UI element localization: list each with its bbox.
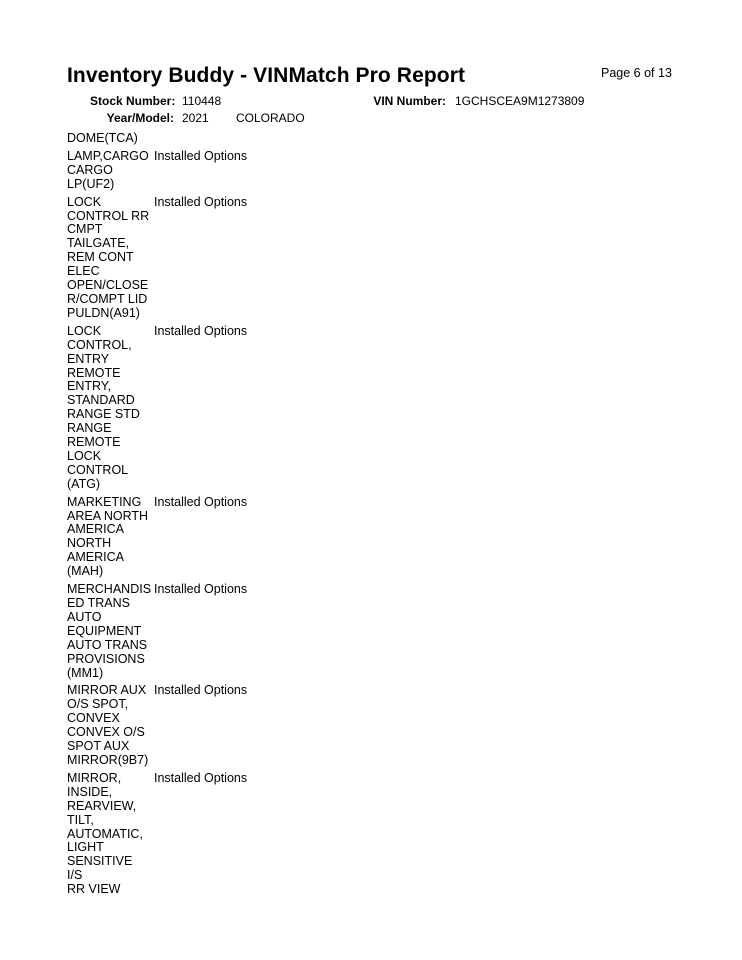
- page-number: Page 6 of 13: [601, 66, 672, 80]
- option-row: [67, 132, 367, 146]
- vin-number-label: VIN Number:: [373, 94, 446, 108]
- option-name: LOCK CONTROL RR CMPT TAILGATE, REM CONT ELEC OPEN/CLOSE R/COMPT LID PULDN(A91): [67, 194, 150, 320]
- option-type: Installed Options: [154, 683, 248, 698]
- options-list: [67, 132, 367, 901]
- option-name: LAMP,CARGO CARGO LP(UF2): [67, 148, 149, 191]
- option-type: Installed Options: [154, 148, 248, 163]
- option-row: [67, 196, 367, 321]
- option-type: Installed Options: [154, 494, 248, 509]
- option-row: [67, 772, 367, 897]
- stock-number-label: Stock Number:: [90, 94, 176, 108]
- option-row: [67, 150, 367, 192]
- option-row: [67, 496, 367, 579]
- report-title: Inventory Buddy - VINMatch Pro Report: [67, 64, 466, 87]
- year-model-label: Year/Model:: [106, 111, 174, 125]
- option-name: LOCK CONTROL, ENTRY REMOTE ENTRY, STANDARD RANGE STD RANGE REMOTE LOCK CONTROL (ATG): [67, 323, 140, 491]
- option-name: MIRROR, INSIDE, REARVIEW, TILT, AUTOMATIC, LIGHT SENSITIVE I/S RR VIEW: [67, 770, 143, 897]
- option-type: Installed Options: [154, 582, 248, 597]
- option-type: Installed Options: [154, 323, 248, 338]
- option-name: MIRROR AUX O/S SPOT, CONVEX CONVEX O/S SPOT AUX MIRROR(9B7): [67, 683, 149, 767]
- year-value: 2021: [182, 111, 209, 125]
- stock-number-value: 110448: [182, 94, 222, 108]
- option-type: Installed Options: [154, 194, 248, 209]
- option-name: MARKETING AREA NORTH AMERICA NORTH AMERICA (MAH): [67, 494, 149, 579]
- vin-number-value: 1GCHSCEA9M1273809: [455, 94, 585, 108]
- model-value: COLORADO: [236, 111, 305, 125]
- option-name: MERCHANDIS ED TRANS AUTO EQUIPMENT AUTO TRANS PROVISIONS (MM1): [67, 582, 152, 680]
- option-row: [67, 583, 367, 680]
- option-row: [67, 325, 367, 492]
- option-type: Installed Options: [154, 770, 248, 785]
- option-row: [67, 684, 367, 767]
- option-name: DOME(TCA): [67, 131, 138, 145]
